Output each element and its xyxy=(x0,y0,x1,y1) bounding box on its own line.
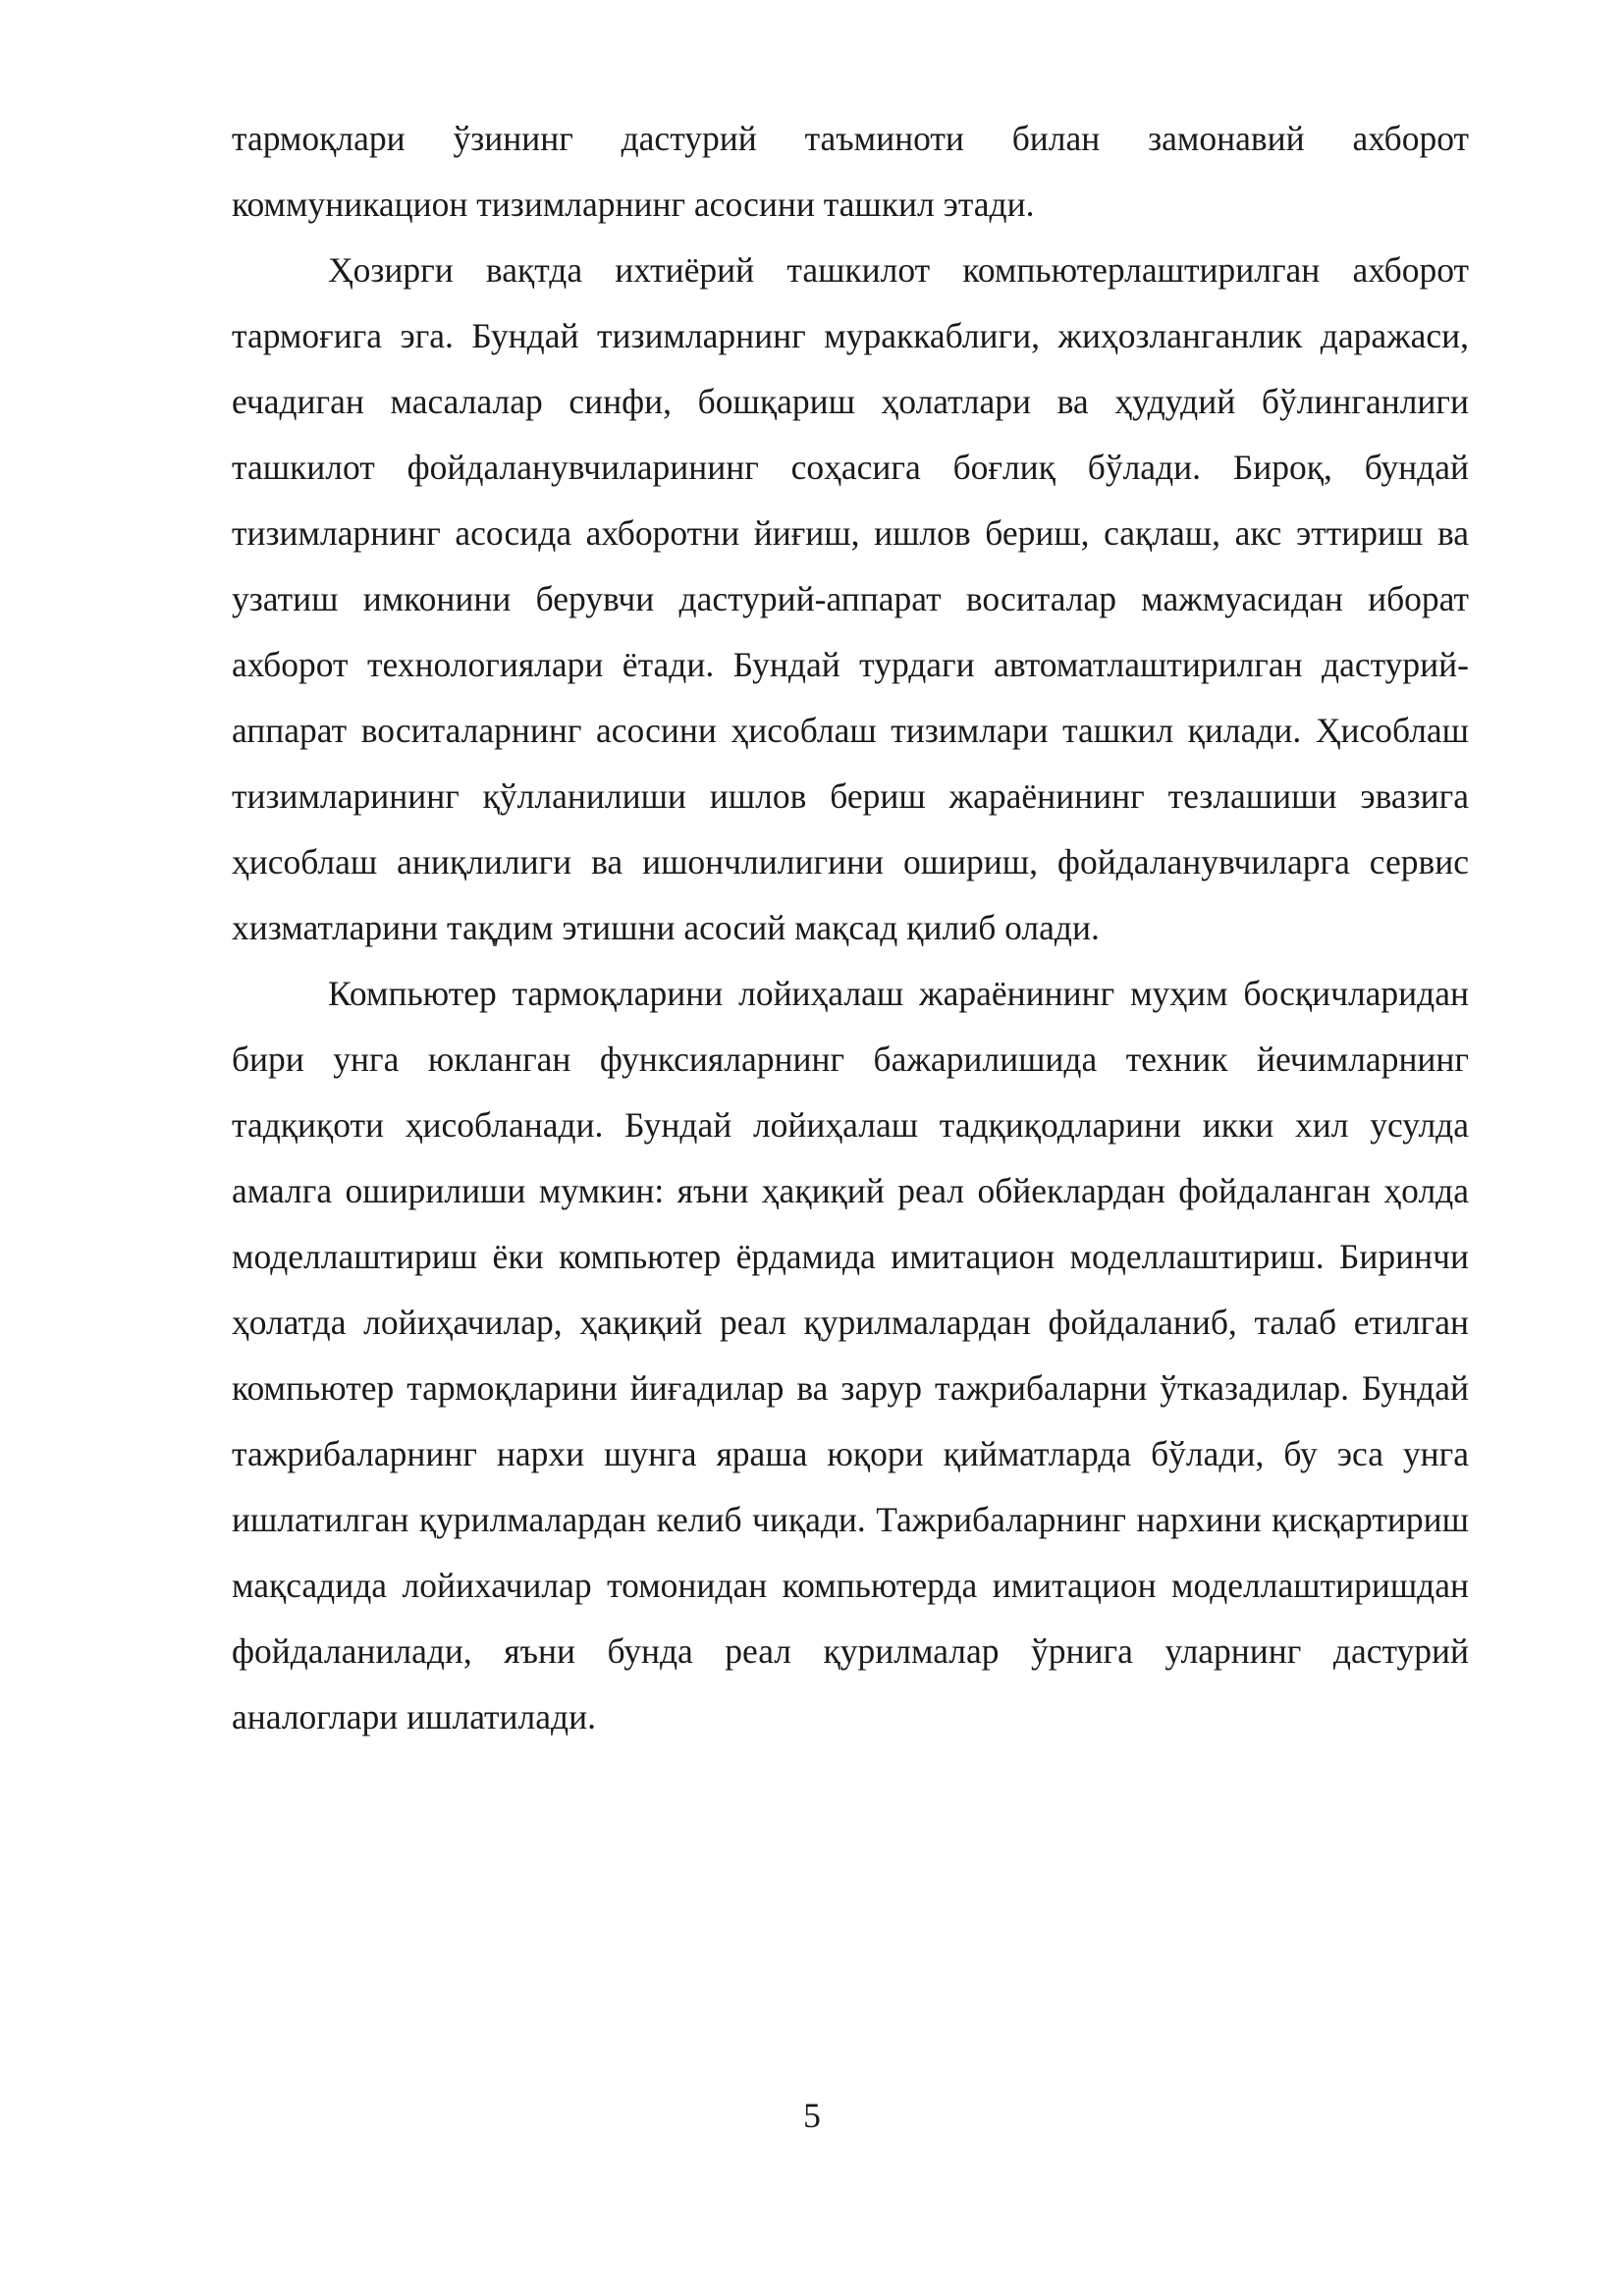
page-number: 5 xyxy=(803,2096,821,2135)
paragraph-3: Компьютер тармоқларини лойиҳалаш жараёнининг муҳим босқичларидан бири унга юкланган функсияларнинг бажарилишида техник йечимларнинг тадқиқоти ҳисобланади. Бундай лойиҳалаш тадқиқодларини икки хил усулда амалга оширилиши мумкин: яъни ҳақиқий реал обйеклардан фойдаланган ҳолда моделлаштириш ёки компьютер ёрдамида имитацион моделлаштириш. Биринчи ҳолатда лойиҳачилар, ҳақиқий реал қурилмалардан фойдаланиб, талаб етилган компьютер тармоқларини йиғадилар ва зарур тажрибаларни ўтказадилар. Бундай тажрибаларнинг нархи шунга яраша юқори қийматларда бўлади, бу эса унга ишлатилган қурилмалардан келиб чиқади. Тажрибаларнинг нархини қисқартириш мақсадида лойихачилар томонидан компьютерда имитацион моделлаштиришдан фойдаланилади, яъни бунда реал қурилмалар ўрнига уларнинг дастурий аналоглари ишлатилади. xyxy=(232,974,1469,1736)
paragraph-1: тармоқлари ўзининг дастурий таъминоти билан замонавий ахборот коммуникацион тизимларнинг асосини ташкил этади. xyxy=(232,119,1469,224)
paragraph-2: Ҳозирги вақтда ихтиёрий ташкилот компьютерлаштирилган ахборот тармоғига эга. Бундай тизимларнинг мураккаблиги, жиҳозланганлик даражаси, ечадиган масалалар синфи, бошқариш ҳолатлари ва ҳудудий бўлинганлиги ташкилот фойдаланувчиларининг соҳасига боғлиқ бўлади. Бироқ, бундай тизимларнинг асосида ахборотни йиғиш, ишлов бериш, сақлаш, акс эттириш ва узатиш имконини берувчи дастурий-аппарат воситалар мажмуасидан иборат ахборот технологиялари ётади. Бундай турдаги автоматлаштирилган дастурий-аппарат воситаларнинг асосини ҳисоблаш тизимлари ташкил қилади. Ҳисоблаш тизимларининг қўлланилиши ишлов бериш жараёнининг тезлашиши эвазига ҳисоблаш аниқлилиги ва ишончлилигини ошириш, фойдаланувчиларга сервис хизматларини тақдим этишни асосий мақсад қилиб олади. xyxy=(232,250,1469,947)
body-text xyxy=(232,106,1469,1750)
